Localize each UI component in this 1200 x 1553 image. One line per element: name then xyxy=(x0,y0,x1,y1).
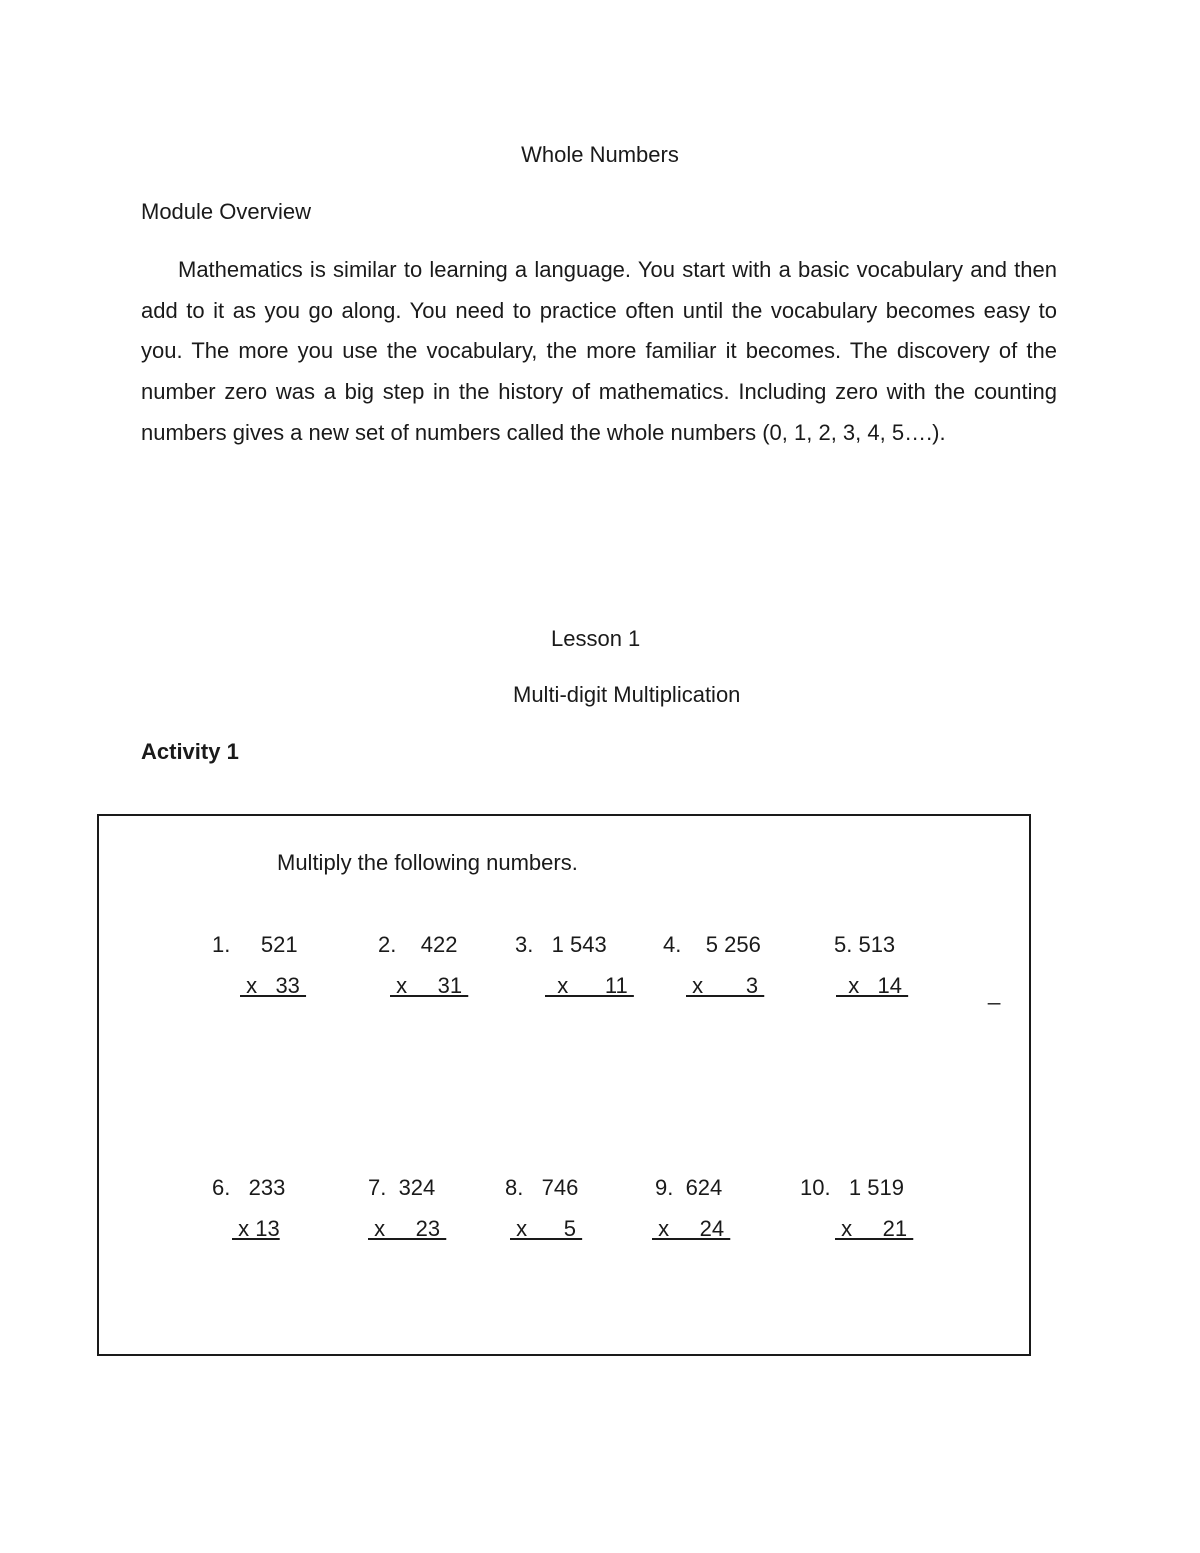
module-overview-heading: Module Overview xyxy=(141,199,311,224)
problem-3-multiplicand: 3. 1 543 xyxy=(515,932,607,957)
problem-9-multiplicand: 9. 624 xyxy=(655,1175,723,1200)
problem-4-multiplicand: 4. 5 256 xyxy=(663,932,761,957)
problem-10-multiplicand: 10. 1 519 xyxy=(800,1175,904,1200)
activity-label: Activity 1 xyxy=(141,739,239,764)
problem-1-multiplicand: 1. 521 xyxy=(212,932,298,957)
lesson-title: Multi-digit Multiplication xyxy=(513,682,741,707)
activity-instruction: Multiply the following numbers. xyxy=(277,850,578,875)
problem-8-multiplicand: 8. 746 xyxy=(505,1175,579,1200)
problem-5-multiplier: x 14 xyxy=(836,973,909,998)
activity-box xyxy=(97,814,1031,1356)
problem-1-multiplier: x 33 xyxy=(240,973,307,998)
stray-mark: _ xyxy=(988,980,1001,1005)
lesson-label: Lesson 1 xyxy=(551,626,641,651)
problem-6-multiplicand: 6. 233 xyxy=(212,1175,286,1200)
problem-5-multiplicand: 5. 513 xyxy=(834,932,896,957)
overview-paragraph: Mathematics is similar to learning a language. You start with a basic vocabulary and then add to it as you go along. You need to practice often until the vocabulary becomes easy to you. The more you use the vocabulary, the more familiar it becomes. The discovery of the number zero was a big step in the history of mathematics. Including zero with the counting numbers gives a new set of numbers called the whole numbers (0, 1, 2, 3, 4, 5….). xyxy=(141,257,1057,445)
problem-4-multiplier: x 3 xyxy=(686,973,765,998)
document-title: Whole Numbers xyxy=(521,142,679,167)
problem-9-multiplier: x 24 xyxy=(652,1216,731,1241)
problem-7-multiplier: x 23 xyxy=(368,1216,447,1241)
problem-3-multiplier: x 11 xyxy=(545,973,634,998)
problem-2-multiplicand: 2. 422 xyxy=(378,932,458,957)
problem-2-multiplier: x 31 xyxy=(390,973,469,998)
problem-10-multiplier: x 21 xyxy=(835,1216,914,1241)
problem-7-multiplicand: 7. 324 xyxy=(368,1175,436,1200)
problem-8-multiplier: x 5 xyxy=(510,1216,583,1241)
problem-6-multiplier: x 13 xyxy=(232,1216,280,1241)
